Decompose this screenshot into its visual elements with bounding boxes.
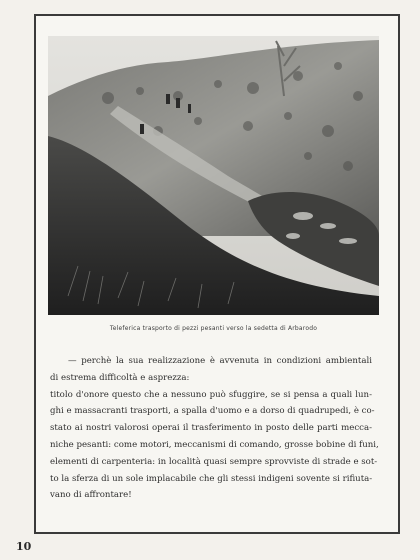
body-paragraph <box>50 353 379 504</box>
paragraph-line: — perchè la sua realizzazione è avvenuta in condizioni ambientali <box>68 356 372 366</box>
page-number: 10 <box>16 540 32 553</box>
paragraph-line: elementi di carpenteria: in località quasi sempre sprovviste di strade e sot- <box>50 456 378 467</box>
hillside-photograph <box>48 36 379 315</box>
paragraph-line: titolo d'onore questo che a nessuno può sfuggire, se si pensa a quali lun- <box>50 389 372 400</box>
photo-caption: Teleferica trasporto di pezzi pesanti verso la sedetta di Arbarodo <box>109 325 318 332</box>
paragraph-line: vano di affrontare! <box>50 490 132 501</box>
paragraph-line: niche pesanti: come motori, meccanismi di comando, grosse bobine di funi, <box>50 439 379 450</box>
paragraph-line: stato ai nostri valorosi operai il trasferimento in posto delle parti mecca- <box>50 423 372 434</box>
paragraph-line: to la sferza di un sole implacabile che gli stessi indigeni sovente si rifiuta- <box>50 473 373 484</box>
photo-illustration <box>48 36 379 315</box>
paragraph-line: di estrema difficoltà e asprezza: <box>50 372 190 383</box>
paragraph-line: ghi e massacranti trasporti, a spalla d'uomo e a dorso di quadrupedi, è co- <box>50 406 375 417</box>
